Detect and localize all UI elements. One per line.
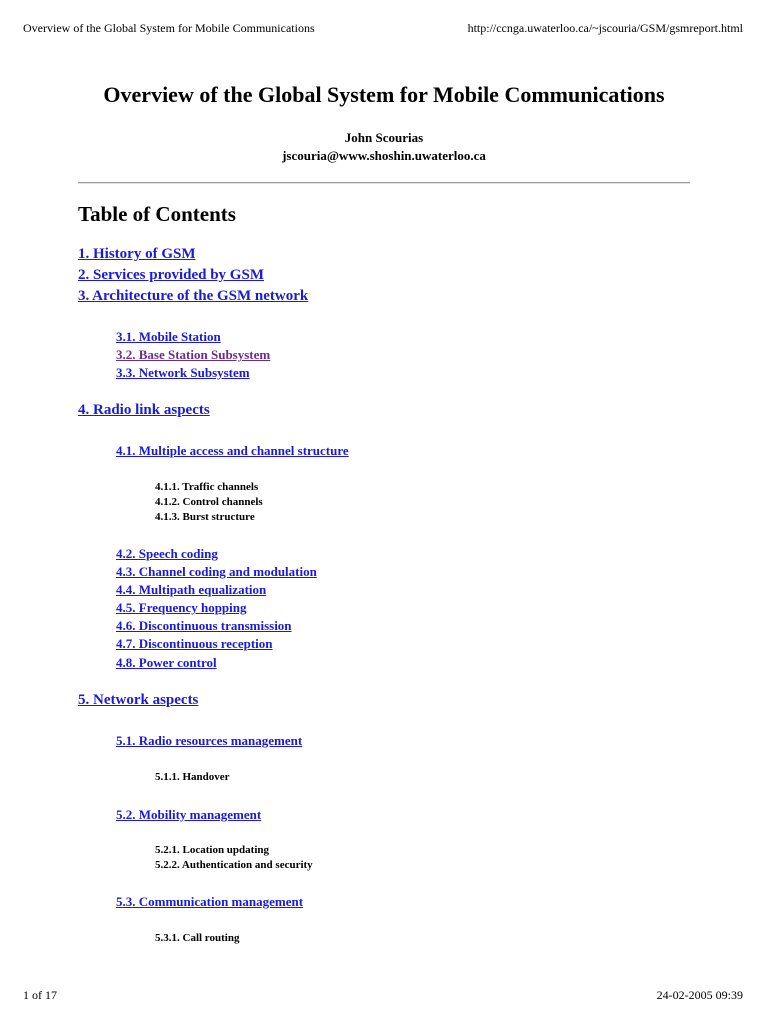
toc-item-location-updating: 5.2.1. Location updating	[155, 844, 269, 856]
toc-link-network-subsystem[interactable]: 3.3. Network Subsystem	[116, 365, 250, 380]
print-header-url: http://ccnga.uwaterloo.ca/~jscouria/GSM/gsmreport.html	[467, 21, 743, 35]
toc-link-base-station-subsystem[interactable]: 3.2. Base Station Subsystem	[116, 347, 271, 362]
toc-item-traffic-channels: 4.1.1. Traffic channels	[155, 481, 259, 493]
horizontal-rule	[78, 182, 690, 184]
author-name: John Scourias	[344, 130, 424, 145]
toc-item-call-routing: 5.3.1. Call routing	[155, 932, 240, 944]
toc-link-power-control[interactable]: 4.8. Power control	[116, 655, 217, 670]
document-title: Overview of the Global System for Mobile Communications	[103, 82, 665, 107]
toc-link-multipath-equalization[interactable]: 4.4. Multipath equalization	[116, 582, 267, 597]
print-timestamp: 24-02-2005 09:39	[656, 988, 743, 1002]
page-indicator: 1 of 17	[23, 988, 57, 1002]
toc-link-mobile-station[interactable]: 3.1. Mobile Station	[116, 329, 221, 344]
toc-item-burst-structure: 4.1.3. Burst structure	[155, 511, 255, 523]
toc-link-speech-coding[interactable]: 4.2. Speech coding	[116, 546, 218, 561]
toc-item-authentication-security: 5.2.2. Authentication and security	[155, 859, 313, 871]
toc-link-history[interactable]: 1. History of GSM	[78, 246, 196, 262]
toc-link-radio-resources-management[interactable]: 5.1. Radio resources management	[116, 733, 303, 748]
author-email: jscouria@www.shoshin.uwaterloo.ca	[282, 148, 486, 163]
toc-link-discontinuous-reception[interactable]: 4.7. Discontinuous reception	[116, 636, 273, 651]
toc-link-radio-link-aspects[interactable]: 4. Radio link aspects	[78, 402, 210, 418]
toc-link-discontinuous-transmission[interactable]: 4.6. Discontinuous transmission	[116, 618, 292, 633]
toc-link-architecture[interactable]: 3. Architecture of the GSM network	[78, 288, 309, 304]
toc-item-handover: 5.1.1. Handover	[155, 771, 230, 783]
toc-link-services[interactable]: 2. Services provided by GSM	[78, 267, 264, 283]
print-header-title: Overview of the Global System for Mobile Communications	[23, 21, 315, 35]
toc-link-communication-management[interactable]: 5.3. Communication management	[116, 894, 304, 909]
toc-link-channel-coding[interactable]: 4.3. Channel coding and modulation	[116, 564, 317, 579]
toc-link-multiple-access[interactable]: 4.1. Multiple access and channel structure	[116, 443, 349, 458]
toc-link-network-aspects[interactable]: 5. Network aspects	[78, 692, 199, 708]
toc-heading: Table of Contents	[78, 202, 236, 226]
toc-item-control-channels: 4.1.2. Control channels	[155, 496, 263, 508]
toc-link-mobility-management[interactable]: 5.2. Mobility management	[116, 807, 262, 822]
toc-link-frequency-hopping[interactable]: 4.5. Frequency hopping	[116, 600, 247, 615]
